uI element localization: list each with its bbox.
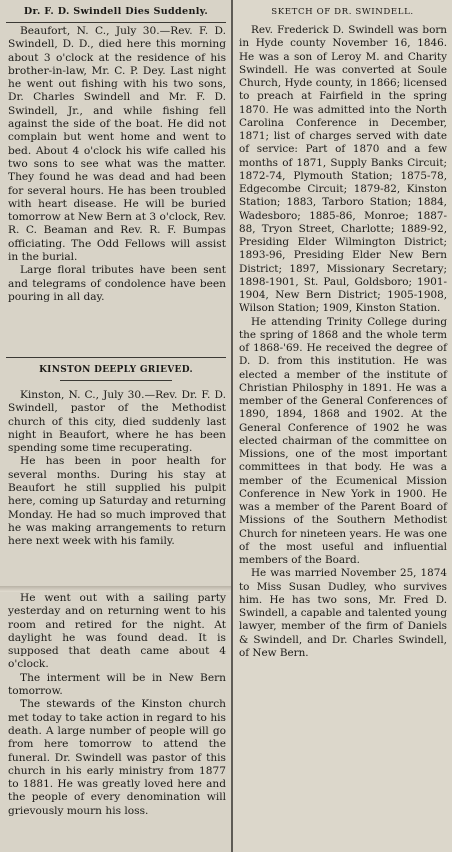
headline-rule <box>6 22 226 23</box>
sketch-headline-block <box>233 7 452 17</box>
article-kinston-body-bottom <box>0 592 232 818</box>
paragraph: The stewards of the Kinston church met today to take action in regard to his death. A large number of people will go from here tomorrow to attend the funeral. Dr. Swindell was pastor of this church in his early ministry from 1877 to 1881. He was greatly loved here and the people of every denomination will grievously mourn his loss. <box>8 698 226 817</box>
paragraph: The interment will be in New Bern tomorrow. <box>8 671 226 698</box>
headline-dies-suddenly: Dr. F. D. Swindell Dies Suddenly. <box>23 6 209 17</box>
paragraph: He has been in poor health for several months. During his stay at Beaufort he still supplied his pulpit here, coming up Saturday and returning Monday. He had so much improved that he was making arrangements to return here next week with his family. <box>8 455 226 548</box>
article-sudden-death <box>0 6 232 17</box>
section-rule <box>6 357 226 358</box>
article-kinston-body-top <box>0 389 232 549</box>
headline-sketch: SKETCH OF DR. SWINDELL. <box>271 7 414 17</box>
headline-kinston-grieved: KINSTON DEEPLY GRIEVED. <box>39 365 193 375</box>
sketch-body <box>233 24 452 660</box>
article-kinston-headline-block <box>0 365 232 375</box>
paragraph: Beaufort, N. C., July 30.—Rev. F. D. Swindell, D. D., died here this morning about 3 o'clock at the residence of his brother-in-law, Mr. C. P. Dey. Last night he went out fishing with his two sons, Dr. Charles Swindell and Mr. F. D. Swindell, Jr., and while fishing fell against the side of the boat. He did not complain but went home and went to bed. About 4 o'clock his wife called his two sons to see what was the matter. They found he was dead and had been for several hours. He has been troubled with heart disease. He will be buried tomorrow at New Bern at 3 o'clock, Rev. R. C. Beaman and Rev. R. F. Bumpas officiating. The Odd Fellows will assist in the burial. <box>8 25 226 264</box>
paragraph: Kinston, N. C., July 30.—Rev. Dr. F. D. Swindell, pastor of the Methodist church of this city, died suddenly last night in Beaufort, where he has been spending some time recuperating. <box>8 389 226 455</box>
paragraph: Large floral tributes have been sent and telegrams of condolence have been pouring in all day. <box>8 264 226 303</box>
paragraph: He attending Trinity College during the spring of 1868 and the whole term of 1868-'69. He received the degree of D. D. from this institution. He was elected a member of the institute of Christian Philosphy in 1891. He was a member of the General Conferences of 1890, 1894, 1868 and 1902. At the General Conference of 1902 he was elected chairman of the committee on Missions, one of the most important committees in that body. He was a member of the Ecumenical Mission Conference in New York in 1900. He was a member of the Parent Board of Missions of the Southern Methodist Church for nineteen years. He was one of the most useful and influential members of the Board. <box>239 315 447 566</box>
paragraph: Rev. Frederick D. Swindell was born in Hyde county November 16, 1846. He was a son of Leroy M. and Charity Swindell. He was converted at Soule Church, Hyde county, in 1866; licensed to preach at Fairfield in the spring 1870. He was admitted into the North Carolina Conference in December, 1871; list of charges served with date of service: Part of 1870 and a few months of 1871, Supply Banks Circuit; 1872-74, Plymouth Station; 1875-78, Edgecombe Circuit; 1879-82, Kinston Station; 1883, Tarboro Station; 1884, Wadesboro; 1885-86, Monroe; 1887-88, Tryon Street, Charlotte; 1889-92, Presiding Elder Wilmington District; 1893-96, Presiding Elder New Bern District; 1897, Missionary Secretary; 1898-1901, St. Paul, Goldsboro; 1901-1904, New Bern District; 1905-1908, Wilson Station; 1909, Kinston Station. <box>239 24 447 315</box>
headline-rule-short <box>60 380 172 381</box>
paragraph: He went out with a sailing party yesterday and on returning went to his room and retired for the night. At daylight he was found dead. It is supposed that death came about 4 o'clock. <box>8 592 226 671</box>
paragraph: He was married November 25, 1874 to Miss Susan Dudley, who survives him. He has two sons, Mr. Fred D. Swindell, a capable and talented young lawyer, member of the firm of Daniels & Swindell, and Dr. Charles Swindell, of New Bern. <box>239 567 447 659</box>
article-sudden-death-body <box>0 25 232 304</box>
right-clipping <box>233 0 452 852</box>
